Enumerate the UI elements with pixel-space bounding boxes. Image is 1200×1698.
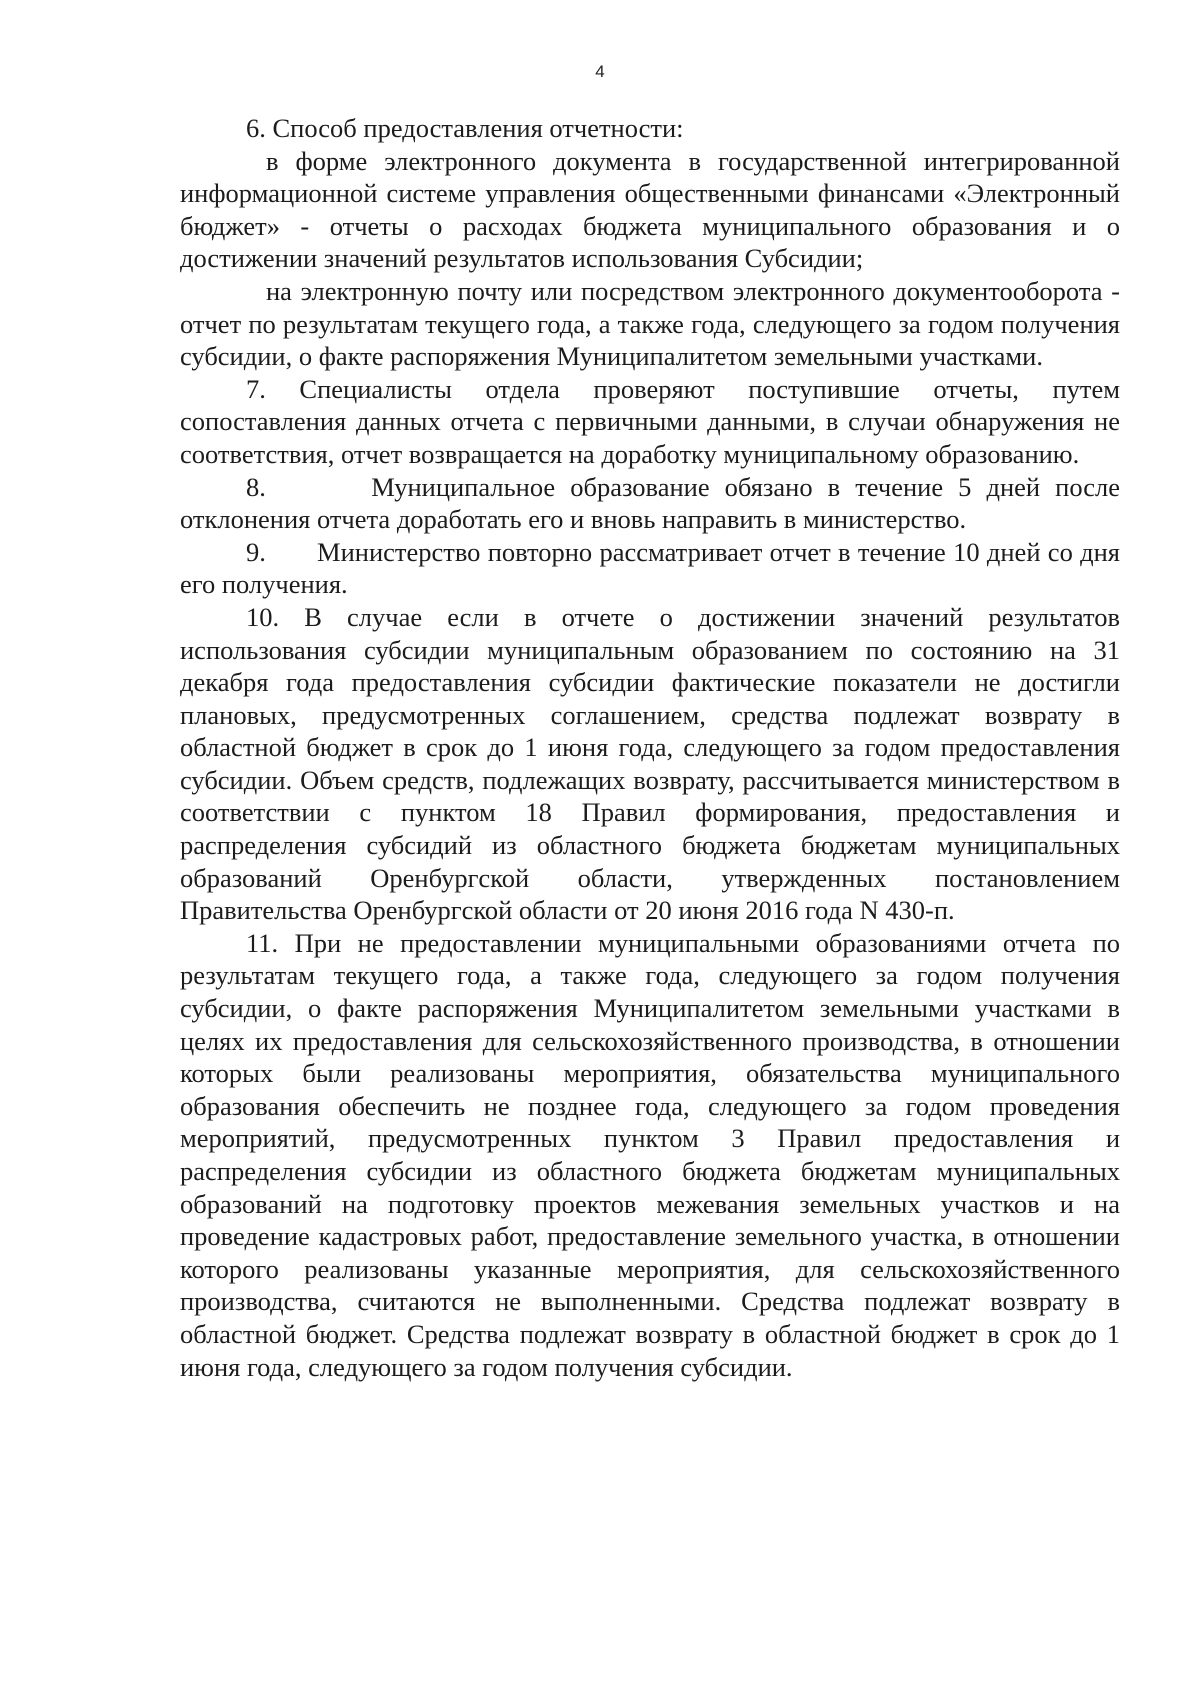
paragraph-6-electronic-budget: в форме электронного документа в государственной интегрированной информационной системе управления общественными финансами «Электронный бюджет» - отчеты о расходах бюджета муниципального образования и о достижении значений результатов использования Субсидии; [180,145,1120,274]
paragraph-9: 9. Министерство повторно рассматривает отчет в течение 10 дней со дня его получения. [180,536,1127,600]
paragraph-10: 10. В случае если в отчете о достижении значений результатов использования субсидии муниципальным образованием по состоянию на 31 декабря года предоставления субсидии фактические показатели не достигли плановых, предусмотренных соглашением, средства подлежат возврату в областной бюджет в срок до 1 июня года, следующего за годом предоставления субсидии. Объем средств, подлежащих возврату, рассчитывается министерством в соответствии с пунктом 18 Правил формирования, предоставления и распределения субсидий из областного бюджета бюджетам муниципальных образований Оренбургской области, утвержденных постановлением Правительства Оренбургской области от 20 июня 2016 года N 430-п. [180,601,1120,926]
page-number: 4 [595,62,605,81]
document-body [180,112,1127,1383]
paragraph-6-heading: 6. Способ предоставления отчетности: [246,113,684,143]
paragraph-7: 7. Специалисты отдела проверяют поступившие отчеты, путем сопоставления данных отчета с первичными данными, в случаи обнаружения не соответствия, отчет возвращается на доработку муниципальному образованию. [180,373,1120,469]
paragraph-8: 8. Муниципальное образование обязано в течение 5 дней после отклонения отчета доработать его и вновь направить в министерство. [180,471,1127,535]
paragraph-11: 11. При не предоставлении муниципальными образованиями отчета по результатам текущего года, а также года, следующего за годом получения субсидии, о факте распоряжения Муниципалитетом земельными участками в целях их предоставления для сельскохозяйственного производства, в отношении которых были реализованы мероприятия, обязательства муниципального образования обеспечить не позднее года, следующего за годом проведения мероприятий, предусмотренных пунктом 3 Правил предоставления и распределения субсидии из областного бюджета бюджетам муниципальных образований на подготовку проектов межевания земельных участков и на проведение кадастровых работ, предоставление земельного участка, в отношении которого реализованы указанные мероприятия, для сельскохозяйственного производства, считаются не выполненными. Средства подлежат возврату в областной бюджет. Средства подлежат возврату в областной бюджет в срок до 1 июня года, следующего за годом получения субсидии. [180,927,1120,1382]
paragraph-6-email: на электронную почту или посредством электронного документооборота - отчет по результатам текущего года, а также года, следующего за годом получения субсидии, о факте распоряжения Муниципалитетом земельными участками. [180,275,1120,372]
